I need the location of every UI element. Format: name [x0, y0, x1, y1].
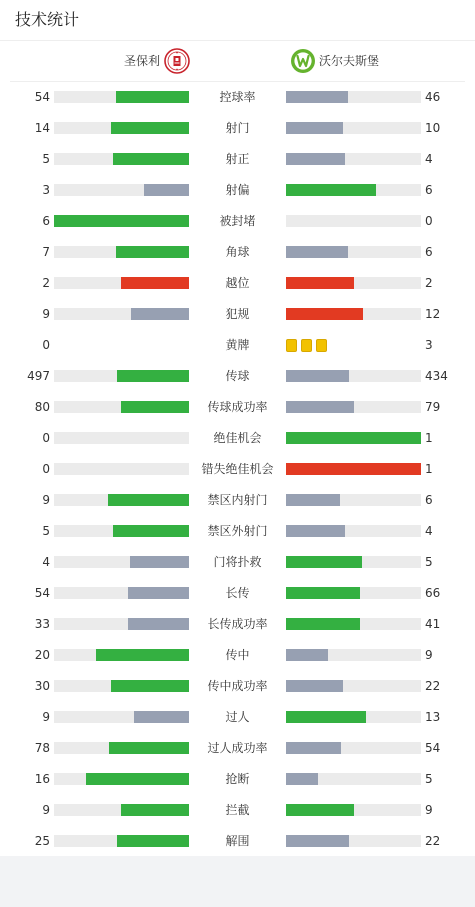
home-bar-track — [54, 494, 189, 506]
stat-row — [0, 770, 475, 788]
away-value: 5 — [425, 555, 433, 569]
stat-label: 禁区外射门 — [207, 524, 268, 538]
stat-row — [0, 88, 475, 106]
away-value: 12 — [425, 307, 441, 321]
away-bar-fill — [286, 711, 366, 723]
away-bar-fill — [286, 618, 360, 630]
away-bar-track — [286, 556, 421, 568]
home-value: 0 — [42, 431, 50, 445]
home-bar-fill — [128, 618, 189, 630]
stat-row — [0, 708, 475, 726]
away-bar-fill — [286, 153, 345, 165]
away-bar-track — [286, 308, 421, 320]
stat-row — [0, 181, 475, 199]
home-value: 2 — [42, 276, 50, 290]
stat-row — [0, 677, 475, 695]
home-bar-track — [54, 711, 189, 723]
away-bar-track — [286, 711, 421, 723]
away-value: 1 — [425, 431, 433, 445]
stat-label: 长传成功率 — [207, 617, 268, 631]
home-team-name: 圣保利 — [123, 54, 160, 68]
home-bar-track — [54, 401, 189, 413]
home-value: 3 — [42, 183, 50, 197]
away-value: 2 — [425, 276, 433, 290]
home-value: 6 — [42, 214, 50, 228]
home-value: 5 — [42, 152, 50, 166]
home-bar-track — [54, 680, 189, 692]
divider — [10, 81, 465, 82]
home-bar-track — [54, 835, 189, 847]
home-bar-fill — [108, 494, 189, 506]
stat-label: 越位 — [225, 276, 250, 290]
home-bar-fill — [131, 308, 189, 320]
away-bar-track — [286, 463, 421, 475]
home-value: 20 — [34, 648, 50, 662]
away-bar-fill — [286, 246, 348, 258]
away-value: 22 — [425, 834, 441, 848]
home-value: 25 — [34, 834, 50, 848]
away-bar-fill — [286, 370, 349, 382]
home-bar-fill — [113, 525, 189, 537]
home-bar-track — [54, 649, 189, 661]
away-bar-fill — [286, 742, 341, 754]
home-bar-track — [54, 742, 189, 754]
home-bar-fill — [121, 804, 189, 816]
stat-label: 过人 — [225, 710, 250, 724]
home-bar-track — [54, 773, 189, 785]
home-bar-fill — [111, 680, 189, 692]
stat-label: 过人成功率 — [207, 741, 268, 755]
away-bar-track — [286, 153, 421, 165]
home-bar-fill — [109, 742, 189, 754]
stat-label: 禁区内射门 — [207, 493, 268, 507]
home-value: 9 — [42, 307, 50, 321]
stat-label: 抢断 — [225, 772, 250, 786]
stat-row — [0, 832, 475, 850]
home-bar-track — [54, 184, 189, 196]
stat-label: 被封堵 — [219, 214, 256, 228]
home-value: 0 — [42, 462, 50, 476]
stat-label: 犯规 — [225, 307, 250, 321]
away-value: 54 — [425, 741, 441, 755]
away-value: 6 — [425, 493, 433, 507]
away-bar-fill — [286, 835, 349, 847]
home-bar-fill — [121, 277, 189, 289]
away-value: 1 — [425, 462, 433, 476]
away-value: 22 — [425, 679, 441, 693]
stat-row — [0, 553, 475, 571]
wolfsburg-crest-icon — [290, 48, 316, 74]
home-bar-track — [54, 370, 189, 382]
away-bar-track — [286, 246, 421, 258]
stat-label: 传球成功率 — [207, 400, 268, 414]
home-team[interactable] — [124, 48, 190, 74]
stat-row — [0, 522, 475, 540]
away-value: 10 — [425, 121, 441, 135]
home-bar-track — [54, 525, 189, 537]
away-bar-fill — [286, 463, 421, 475]
home-bar-fill — [117, 835, 189, 847]
away-bar-fill — [286, 432, 421, 444]
away-bar-track — [286, 525, 421, 537]
home-value: 9 — [42, 803, 50, 817]
stat-row — [0, 119, 475, 137]
stat-row — [0, 429, 475, 447]
away-value: 79 — [425, 400, 441, 414]
away-value: 4 — [425, 524, 433, 538]
home-value: 497 — [27, 369, 50, 383]
stat-label: 解围 — [225, 834, 250, 848]
stat-label: 射正 — [225, 152, 250, 166]
away-bar-track — [286, 184, 421, 196]
home-bar-track — [54, 91, 189, 103]
away-team[interactable] — [290, 48, 379, 74]
stat-row — [0, 243, 475, 261]
away-bar-track — [286, 742, 421, 754]
home-bar-track — [54, 618, 189, 630]
stat-row — [0, 646, 475, 664]
stat-label: 角球 — [225, 245, 250, 259]
stat-label: 拦截 — [225, 803, 250, 817]
away-bar-track — [286, 432, 421, 444]
home-value: 16 — [34, 772, 50, 786]
home-value: 4 — [42, 555, 50, 569]
home-value: 54 — [34, 90, 50, 104]
stat-row — [0, 491, 475, 509]
home-bar-fill — [128, 587, 189, 599]
stat-label: 错失绝佳机会 — [201, 462, 274, 476]
stat-label: 黄牌 — [225, 338, 250, 352]
away-value: 41 — [425, 617, 441, 631]
home-bar-track — [54, 153, 189, 165]
away-bar-fill — [286, 556, 362, 568]
away-value: 5 — [425, 772, 433, 786]
home-bar-fill — [117, 370, 189, 382]
teams-header — [0, 41, 475, 81]
away-value: 13 — [425, 710, 441, 724]
away-value: 4 — [425, 152, 433, 166]
st-pauli-crest-icon — [164, 48, 190, 74]
stat-label: 传中成功率 — [207, 679, 268, 693]
away-value: 66 — [425, 586, 441, 600]
away-bar-track — [286, 680, 421, 692]
home-bar-fill — [116, 91, 189, 103]
stat-row — [0, 801, 475, 819]
away-bar-track — [286, 773, 421, 785]
stat-row — [0, 305, 475, 323]
home-value: 78 — [34, 741, 50, 755]
home-bar-track — [54, 215, 189, 227]
home-bar-fill — [144, 184, 189, 196]
stat-row — [0, 398, 475, 416]
stat-row — [0, 615, 475, 633]
home-bar-track — [54, 246, 189, 258]
away-bar-fill — [286, 184, 376, 196]
away-bar-fill — [286, 525, 345, 537]
away-yellow-cards — [286, 339, 421, 351]
stat-row — [0, 584, 475, 602]
home-bar-fill — [130, 556, 189, 568]
home-yellow-cards — [54, 339, 189, 351]
stat-row — [0, 212, 475, 230]
away-bar-fill — [286, 91, 348, 103]
home-bar-fill — [121, 401, 189, 413]
home-bar-track — [54, 308, 189, 320]
away-bar-track — [286, 804, 421, 816]
away-bar-fill — [286, 649, 328, 661]
home-bar-track — [54, 556, 189, 568]
home-bar-fill — [134, 711, 189, 723]
away-bar-fill — [286, 277, 354, 289]
away-bar-track — [286, 401, 421, 413]
stat-label: 射偏 — [225, 183, 250, 197]
away-bar-track — [286, 494, 421, 506]
home-bar-track — [54, 122, 189, 134]
home-value: 54 — [34, 586, 50, 600]
away-bar-track — [286, 277, 421, 289]
away-bar-track — [286, 835, 421, 847]
away-bar-fill — [286, 680, 343, 692]
home-value: 30 — [34, 679, 50, 693]
home-value: 0 — [42, 338, 50, 352]
away-bar-track — [286, 370, 421, 382]
away-bar-track — [286, 91, 421, 103]
away-bar-track — [286, 649, 421, 661]
home-value: 5 — [42, 524, 50, 538]
home-value: 9 — [42, 493, 50, 507]
home-value: 9 — [42, 710, 50, 724]
away-bar-fill — [286, 308, 363, 320]
home-bar-track — [54, 587, 189, 599]
stat-label: 绝佳机会 — [213, 431, 262, 445]
away-value: 9 — [425, 803, 433, 817]
home-value: 80 — [34, 400, 50, 414]
home-bar-track — [54, 432, 189, 444]
home-bar-fill — [111, 122, 189, 134]
section-title: 技术统计 — [15, 10, 80, 29]
home-bar-track — [54, 277, 189, 289]
home-bar-track — [54, 463, 189, 475]
away-value: 434 — [425, 369, 448, 383]
away-bar-fill — [286, 122, 343, 134]
stat-row — [0, 739, 475, 757]
away-bar-track — [286, 587, 421, 599]
home-bar-fill — [86, 773, 189, 785]
home-bar-fill — [96, 649, 189, 661]
yellow-card-icon — [286, 339, 297, 352]
away-value: 9 — [425, 648, 433, 662]
stat-label: 射门 — [225, 121, 250, 135]
stat-label: 传中 — [225, 648, 250, 662]
away-value: 3 — [425, 338, 433, 352]
away-bar-fill — [286, 804, 354, 816]
home-bar-fill — [54, 215, 189, 227]
away-bar-track — [286, 215, 421, 227]
away-bar-track — [286, 618, 421, 630]
home-value: 7 — [42, 245, 50, 259]
home-bar-fill — [116, 246, 189, 258]
home-value: 14 — [34, 121, 50, 135]
stat-row — [0, 336, 475, 354]
yellow-card-icon — [316, 339, 327, 352]
stat-label: 传球 — [225, 369, 250, 383]
stat-label: 长传 — [225, 586, 250, 600]
away-bar-fill — [286, 401, 354, 413]
yellow-card-icon — [301, 339, 312, 352]
away-bar-fill — [286, 494, 340, 506]
stat-label: 控球率 — [219, 90, 256, 104]
away-value: 6 — [425, 183, 433, 197]
home-bar-fill — [113, 153, 189, 165]
home-value: 33 — [34, 617, 50, 631]
stat-row — [0, 150, 475, 168]
away-team-name: 沃尔夫斯堡 — [319, 54, 380, 68]
stat-label: 门将扑救 — [213, 555, 262, 569]
home-bar-track — [54, 804, 189, 816]
away-bar-fill — [286, 773, 318, 785]
away-bar-track — [286, 122, 421, 134]
away-value: 6 — [425, 245, 433, 259]
stat-row — [0, 460, 475, 478]
away-value: 46 — [425, 90, 441, 104]
away-value: 0 — [425, 214, 433, 228]
stat-row — [0, 367, 475, 385]
away-bar-fill — [286, 587, 360, 599]
stat-row — [0, 274, 475, 292]
